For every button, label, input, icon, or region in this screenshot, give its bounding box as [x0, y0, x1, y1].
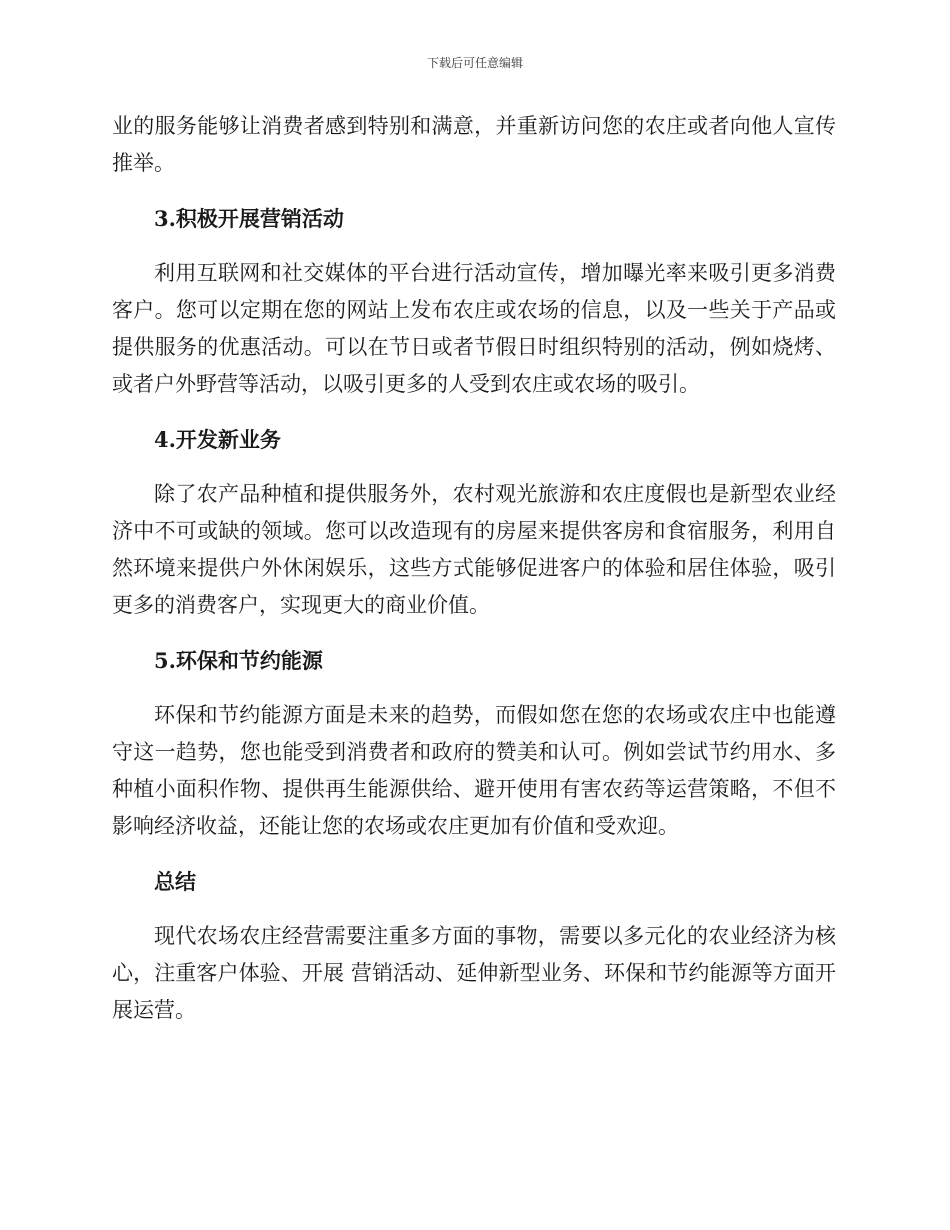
- paragraph-summary: 现代农场农庄经营需要注重多方面的事物，需要以多元化的农业经济为核心，注重客户体验、开展 营销活动、延伸新型业务、环保和节约能源等方面开展运营。: [112, 924, 836, 1022]
- section-heading-summary: 总结: [154, 869, 196, 894]
- page-header: 下载后可任意编辑: [426, 56, 523, 70]
- section-heading-marketing: 3.积极开展营销活动: [154, 206, 344, 231]
- paragraph-marketing: 利用互联网和社交媒体的平台进行活动宣传，增加曝光率来吸引更多消费客户。您可以定期在您的网站上发布农庄或农场的信息，以及一些关于产品或提供服务的优惠活动。可以在节日或者节假日时组织特别的活动，例如烧烤、或者户外野营等活动，以吸引更多的人受到农庄或农场的吸引。: [112, 261, 836, 396]
- document-body: [112, 108, 836, 1029]
- paragraph-intro-continuation: 业的服务能够让消费者感到特别和满意，并重新访问您的农庄或者向他人宣传推举。: [112, 114, 836, 175]
- section-heading-new-business: 4.开发新业务: [154, 427, 281, 452]
- paragraph-environment: 环保和节约能源方面是未来的趋势，而假如您在您的农场或农庄中也能遵守这一趋势，您也能受到消费者和政府的赞美和认可。例如尝试节约用水、多种植小面积作物、提供再生能源供给、避开使用有害农药等运营策略，不但不影响经济收益，还能让您的农场或农庄更加有价值和受欢迎。: [112, 703, 836, 838]
- section-heading-environment: 5.环保和节约能源: [154, 648, 323, 673]
- paragraph-new-business: 除了农产品种植和提供服务外，农村观光旅游和农庄度假也是新型农业经济中不可或缺的领域。您可以改造现有的房屋来提供客房和食宿服务，利用自然环境来提供户外休闲娱乐，这些方式能够促进客户的体验和居住体验，吸引更多的消费客户，实现更大的商业价值。: [112, 482, 836, 617]
